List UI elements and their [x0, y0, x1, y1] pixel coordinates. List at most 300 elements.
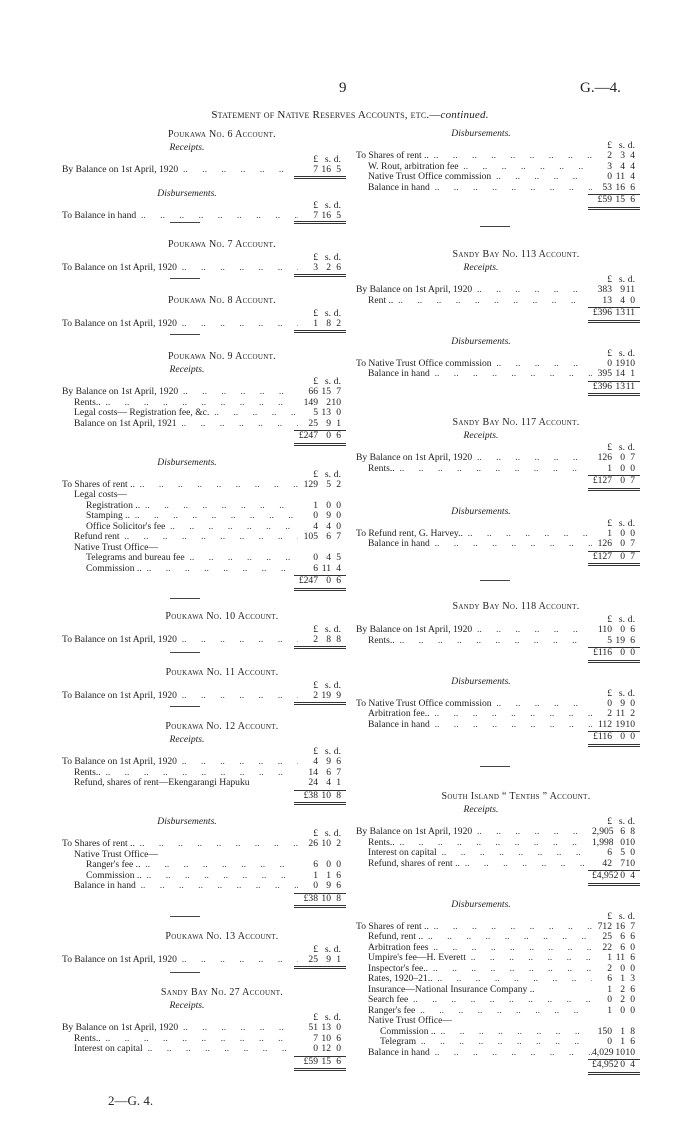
ledger-item-label: By Balance on 1st April, 1920 ..: [356, 285, 592, 296]
ledger-row: [356, 827, 676, 838]
pence-value: 6: [336, 1055, 341, 1067]
shillings-value: 1: [620, 1025, 625, 1037]
account-part: [62, 308, 382, 334]
ledger-row: [62, 691, 382, 702]
pounds-value: 3: [607, 160, 612, 172]
currency-header-row: [62, 944, 382, 955]
ledger-item-label: To Balance on 1st April, 1920 ..: [62, 263, 298, 274]
ledger-item-label: Arbitration fee.. ..: [356, 709, 592, 720]
account-section: [62, 294, 382, 334]
account-part: [62, 624, 382, 650]
ledger-row: [62, 1034, 382, 1045]
pence-value: 1: [630, 368, 635, 379]
ledger-item-label: W. Rout, arbitration fee ..: [356, 162, 592, 173]
ledger-row: [356, 838, 676, 849]
pounds-value: £38: [303, 892, 318, 904]
pence-value: 10: [625, 1046, 635, 1058]
pence-value: 6: [336, 880, 341, 891]
ledger-item-label: Arbitration fees ..: [356, 943, 592, 954]
ledger-row: [62, 211, 382, 222]
pence-value: 0: [336, 1043, 341, 1054]
shillings-value: 0: [326, 430, 331, 441]
ledger-row: [356, 922, 676, 933]
ledger-row: [62, 839, 382, 850]
shillings-value: 10: [321, 838, 331, 849]
pence-value: 6: [630, 634, 635, 646]
ledger-item-label: Legal costs— Registration fee, &c. ..: [62, 408, 298, 419]
separator-rule: [480, 766, 510, 767]
account-part: [356, 899, 676, 1076]
ledger-row: [356, 1037, 676, 1048]
account-section: [62, 720, 382, 909]
account-section: [62, 238, 382, 278]
shillings-value: 9: [620, 697, 625, 709]
account-title: Poukawa No. 6 Account.: [168, 129, 276, 140]
account-section: [356, 248, 676, 397]
currency-unit: d.: [333, 154, 341, 165]
pounds-value: 5: [607, 634, 612, 646]
ledger-item-label: Stamping .. ..: [62, 511, 298, 522]
currency-unit: d.: [627, 816, 635, 827]
ledger-item-label: Rates, 1920–21.. ..: [356, 974, 592, 985]
total-row: [356, 871, 676, 883]
account-title: Poukawa No. 10 Account.: [165, 611, 279, 622]
currency-unit: s.: [618, 614, 625, 625]
currency-header-row: [356, 816, 676, 827]
account-part: [62, 944, 382, 970]
pounds-value: 0: [607, 357, 612, 369]
account-part: [62, 1000, 382, 1072]
pence-value: 0: [336, 520, 341, 532]
pounds-value: 0: [607, 697, 612, 709]
ledger-row: [356, 1006, 676, 1017]
ledger-row: [356, 859, 676, 870]
pence-value: 6: [630, 181, 635, 193]
shillings-value: 4: [620, 294, 625, 306]
ledger-item-label: Refund, rent .. ..: [356, 932, 592, 943]
ledger-row: [356, 162, 676, 173]
account-part: [356, 804, 676, 887]
ledger-item-label: Commission .. ..: [62, 564, 298, 575]
account-part: [356, 676, 676, 748]
shillings-value: 9: [326, 880, 331, 891]
pence-value: 0: [630, 647, 635, 658]
currency-unit: d.: [333, 1012, 341, 1023]
shillings-value: 0: [620, 1059, 625, 1070]
pounds-value: 1: [607, 527, 612, 539]
pounds-value: 1: [313, 318, 318, 329]
ledger-row: [356, 720, 676, 731]
total-row: [356, 552, 676, 564]
shillings-value: 4: [326, 777, 331, 788]
double-underline: [356, 1072, 676, 1076]
ledger-row: [62, 1023, 382, 1034]
currency-unit: £: [607, 816, 612, 827]
currency-unit: d.: [333, 828, 341, 839]
account-title: South Island “ Tenths ” Account.: [441, 791, 591, 802]
ledger-item-label: To Refund rent, G. Harvey.. ..: [356, 529, 592, 540]
subsection-heading: Disbursements.: [157, 456, 217, 468]
pounds-value: 25: [308, 417, 318, 429]
currency-unit: £: [313, 746, 318, 757]
separator-rule: [170, 334, 200, 335]
ledger-row: [62, 319, 382, 330]
currency-unit: s.: [324, 199, 331, 211]
currency-header-row: [62, 252, 382, 263]
ledger-item-label: Refund rent ..: [62, 532, 298, 543]
ledger-item-label: Telegram ..: [356, 1037, 592, 1048]
ledger-item-label: Inspector's fee.. ..: [356, 964, 592, 975]
currency-unit: s.: [618, 274, 625, 285]
shillings-value: 0: [620, 624, 625, 635]
currency-unit: d.: [627, 687, 635, 699]
ledger-row: [62, 635, 382, 646]
shillings-value: 0: [620, 550, 625, 562]
shillings-value: 10: [321, 789, 331, 801]
ledger-item-label: Balance in hand ..: [356, 539, 592, 550]
account-section: [356, 416, 676, 567]
shillings-value: 2: [620, 983, 625, 995]
double-underline: [356, 207, 676, 211]
shillings-value: 15: [321, 386, 331, 397]
double-underline: [62, 176, 382, 180]
pounds-value: 110: [597, 624, 612, 635]
pence-value: 6: [630, 952, 635, 963]
shillings-value: 13: [321, 1022, 331, 1033]
pence-value: 11: [625, 380, 635, 392]
ledger-row: [356, 985, 676, 996]
total-row: [62, 894, 382, 906]
ledger-row: [356, 359, 676, 370]
ledger-row: [356, 1016, 676, 1027]
currency-unit: s.: [618, 442, 625, 453]
shillings-value: 16: [321, 164, 331, 175]
shillings-value: 13: [615, 380, 625, 392]
account-title: Sandy Bay No. 27 Account.: [160, 987, 284, 998]
currency-unit: £: [313, 468, 318, 480]
pounds-value: 105: [303, 531, 318, 542]
currency-unit: s.: [324, 944, 331, 955]
pence-value: 7: [630, 920, 635, 932]
account-part: [356, 336, 676, 398]
pounds-value: 383: [597, 284, 612, 295]
ledger-item-label: Rents.. ..: [62, 1034, 298, 1045]
ledger-row: [356, 932, 676, 943]
pounds-value: 3: [313, 262, 318, 273]
pounds-value: 1: [607, 1004, 612, 1016]
ledger-item-label: Ranger's fee ..: [356, 1006, 592, 1017]
double-underline: [356, 563, 676, 567]
total-row: [62, 431, 382, 443]
shillings-value: 6: [620, 931, 625, 942]
pounds-value: 0: [313, 510, 318, 521]
ledger-row: [62, 480, 382, 491]
ledger-item-label: To Shares of rent .. ..: [62, 839, 298, 850]
ledger-item-label: To Balance on 1st April, 1920 ..: [62, 955, 298, 966]
currency-unit: £: [313, 252, 318, 263]
currency-unit: d.: [627, 347, 635, 359]
shillings-value: 2: [620, 994, 625, 1005]
pounds-value: 25: [602, 931, 612, 942]
shillings-value: 6: [620, 826, 625, 837]
pence-value: 1: [336, 417, 341, 429]
pounds-value: 42: [602, 857, 612, 869]
currency-unit: s.: [618, 517, 625, 529]
double-underline: [62, 588, 382, 592]
pence-value: 6: [336, 430, 341, 441]
separator-rule: [480, 226, 510, 227]
subsection-heading: Receipts.: [463, 804, 499, 815]
ledger-row: [62, 757, 382, 768]
currency-unit: d.: [627, 910, 635, 922]
currency-unit: £: [313, 376, 318, 387]
pence-value: 0: [336, 859, 341, 870]
shillings-value: 0: [620, 1004, 625, 1016]
account-part: [62, 734, 382, 806]
ledger-row: [356, 625, 676, 636]
pounds-value: 13: [602, 294, 612, 306]
ledger-row: [356, 848, 676, 859]
account-title: Poukawa No. 12 Account.: [165, 721, 279, 732]
currency-unit: s.: [324, 252, 331, 263]
shillings-value: 1: [620, 1036, 625, 1047]
pence-value: 0: [630, 697, 635, 709]
pounds-value: 2: [607, 150, 612, 161]
ledger-row: [356, 953, 676, 964]
pence-value: 4: [336, 562, 341, 574]
ledger-row: [62, 768, 382, 779]
ledger-row: [62, 871, 382, 882]
currency-unit: d.: [333, 252, 341, 263]
shillings-value: 10: [321, 892, 331, 904]
pence-value: 1: [336, 777, 341, 788]
shillings-value: 0: [326, 859, 331, 870]
currency-unit: d.: [627, 614, 635, 625]
shillings-value: 0: [620, 538, 625, 549]
shillings-value: 0: [620, 870, 625, 881]
currency-unit: £: [607, 140, 612, 151]
currency-unit: d.: [627, 517, 635, 529]
currency-unit: £: [607, 274, 612, 285]
ledger-item-label: To Balance on 1st April, 1920 ..: [62, 691, 298, 702]
subsection-heading: Disbursements.: [157, 816, 217, 827]
pence-value: 6: [336, 756, 341, 767]
currency-header-row: [62, 746, 382, 757]
pounds-value: £116: [593, 731, 612, 742]
pounds-value: 6: [313, 562, 318, 574]
pounds-value: £4,952: [592, 870, 619, 881]
ledger-row: [62, 1044, 382, 1055]
ledger-item-label: To Shares of rent .. ..: [356, 151, 592, 162]
page-title-main: Statement of Native Reserves Accounts, etc.—: [211, 109, 441, 121]
account-section: [62, 986, 382, 1072]
ledger-row: [356, 709, 676, 720]
subsection-heading: Receipts.: [169, 364, 205, 375]
currency-unit: £: [313, 154, 318, 165]
ledger-item-label: Interest on capital ..: [62, 1044, 298, 1055]
pence-value: 6: [630, 931, 635, 942]
pounds-value: £38: [303, 789, 318, 801]
currency-unit: d.: [333, 624, 341, 635]
currency-unit: d.: [333, 468, 341, 480]
ledger-row: [356, 974, 676, 985]
shillings-value: 10: [615, 1046, 625, 1058]
ledger-item-label: To Balance on 1st April, 1920 ..: [62, 319, 298, 330]
pounds-value: 7: [313, 1032, 318, 1044]
shillings-value: 16: [615, 920, 625, 932]
ledger-item-label: By Balance on 1st April, 1920 ..: [62, 165, 298, 176]
shillings-value: 14: [615, 368, 625, 379]
pence-value: 0: [630, 294, 635, 306]
subsection-heading: Receipts.: [463, 430, 499, 441]
currency-unit: £: [607, 347, 612, 359]
pence-value: 10: [625, 857, 635, 869]
ledger-row: [62, 501, 382, 512]
pounds-value: 1: [607, 462, 612, 474]
pence-value: 3: [630, 973, 635, 984]
shillings-value: 13: [321, 407, 331, 418]
pence-value: 10: [625, 357, 635, 369]
currency-header-row: [356, 442, 676, 453]
pounds-value: 1: [607, 952, 612, 963]
pounds-value: 4,029: [592, 1046, 614, 1058]
pounds-value: 26: [308, 838, 318, 849]
account-section: [356, 790, 676, 1076]
currency-unit: s.: [618, 347, 625, 359]
ledger-row: [62, 522, 382, 533]
pence-value: 4: [630, 171, 635, 182]
shillings-value: 0: [620, 462, 625, 474]
shillings-value: 11: [321, 562, 331, 574]
pounds-value: 1,998: [592, 836, 614, 848]
ledger-item-label: By Balance on 1st April, 1920 ..: [356, 453, 592, 464]
double-underline: [62, 702, 382, 706]
ledger-item-label: To Shares of rent .. ..: [356, 922, 592, 933]
double-underline: [356, 488, 676, 492]
currency-unit: £: [313, 624, 318, 635]
ledger-row: [356, 183, 676, 194]
account-title: Poukawa No. 8 Account.: [168, 295, 276, 306]
double-underline: [62, 966, 382, 970]
pence-value: 5: [336, 164, 341, 175]
ledger-row: [356, 151, 676, 162]
pence-value: 0: [336, 499, 341, 511]
ledger-item-label: Refund, shares of rent .. ..: [356, 859, 592, 870]
pounds-value: 0: [313, 880, 318, 891]
shillings-value: 0: [620, 527, 625, 539]
total-row: [62, 1057, 382, 1069]
shillings-value: 0: [620, 647, 625, 658]
ledger-item-label: Balance in hand ..: [356, 720, 592, 731]
total-row: [62, 791, 382, 803]
shillings-value: 19: [615, 634, 625, 646]
currency-unit: £: [313, 199, 318, 211]
pounds-value: 2: [313, 690, 318, 701]
currency-unit: d.: [627, 140, 635, 151]
account-part: [62, 816, 382, 909]
currency-unit: s.: [324, 680, 331, 691]
ledger-row: [62, 955, 382, 966]
page-title-continued: continued.: [440, 109, 489, 121]
double-underline: [62, 802, 382, 806]
pence-value: 2: [630, 708, 635, 719]
ledger-row: [356, 636, 676, 647]
subsection-heading: Disbursements.: [451, 898, 511, 910]
pence-value: 1: [336, 954, 341, 965]
total-row: [356, 1060, 676, 1072]
shillings-value: 8: [326, 634, 331, 645]
total-row: [356, 476, 676, 488]
account-section: [62, 930, 382, 970]
total-row: [356, 732, 676, 744]
shillings-value: 9: [326, 756, 331, 767]
ledger-row: [62, 165, 382, 176]
ledger-row: [62, 419, 382, 430]
double-underline: [356, 660, 676, 664]
currency-unit: s.: [324, 468, 331, 480]
ledger-row: [356, 995, 676, 1006]
ledger-row: [356, 464, 676, 475]
pounds-value: 6: [313, 859, 318, 870]
currency-unit: s.: [324, 1012, 331, 1023]
double-underline: [62, 330, 382, 334]
currency-header-row: [62, 1012, 382, 1023]
shillings-value: 7: [620, 857, 625, 869]
shillings-value: 6: [326, 766, 331, 778]
currency-unit: s.: [324, 746, 331, 757]
currency-unit: £: [607, 687, 612, 699]
pounds-value: 129: [303, 478, 318, 490]
ledger-item-label: By Balance on 1st April, 1920 ..: [62, 1023, 298, 1034]
pence-value: 11: [625, 307, 635, 318]
pounds-value: £116: [593, 647, 612, 658]
currency-header-row: [356, 140, 676, 151]
shillings-value: 0: [620, 962, 625, 974]
pence-value: 6: [630, 624, 635, 635]
pounds-value: £247: [298, 575, 318, 586]
account-part: [62, 142, 382, 180]
ledger-item-label: Commission .. ..: [62, 871, 298, 882]
shillings-value: 2: [326, 262, 331, 273]
account-title: Sandy Bay No. 113 Account.: [452, 249, 580, 260]
pence-value: 8: [336, 789, 341, 801]
subsection-heading: Disbursements.: [451, 128, 511, 139]
pounds-value: £4,952: [592, 1059, 619, 1070]
currency-header-row: [62, 154, 382, 165]
ledger-item-label: Rents.. ..: [356, 464, 592, 475]
pence-value: 6: [336, 1032, 341, 1044]
pence-value: 2: [336, 478, 341, 490]
double-underline: [356, 320, 676, 324]
ledger-row: [62, 564, 382, 575]
shillings-value: 19: [615, 357, 625, 369]
currency-unit: d.: [333, 376, 341, 387]
total-row: [356, 308, 676, 320]
account-section: [62, 128, 382, 225]
ledger-item-label: Search fee ..: [356, 995, 592, 1006]
double-underline: [62, 646, 382, 650]
currency-unit: s.: [618, 687, 625, 699]
pence-value: 4: [630, 870, 635, 881]
page-number: 9: [339, 80, 347, 96]
ledger-item-label: To Native Trust Office commission ..: [356, 699, 592, 710]
pounds-value: 6: [607, 847, 612, 858]
ledger-row: [356, 943, 676, 954]
pence-value: 6: [630, 194, 635, 205]
shillings-value: 19: [321, 690, 331, 701]
account-part: [62, 364, 382, 447]
ledger-item-label: To Balance in hand ..: [62, 211, 298, 222]
